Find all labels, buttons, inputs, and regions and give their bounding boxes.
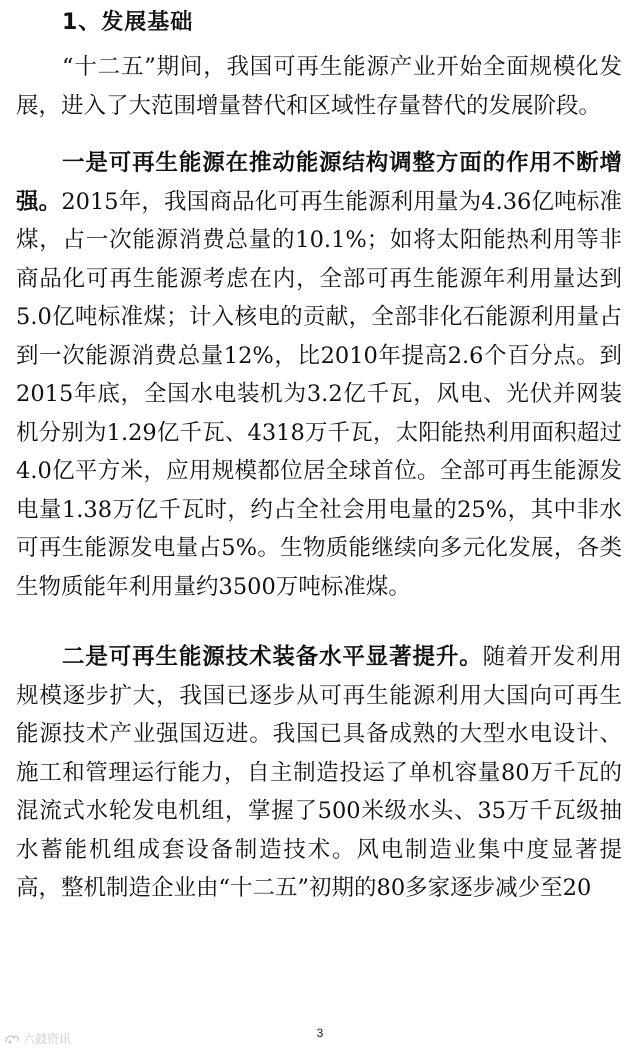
paragraph-text: 2015年，我国商品化可再生能源利用量为4.36亿吨标准煤，占一次能源消费总量的10.1%；如将太阳能热利用等非商品化可再生能源考虑在内，全部可再生能源年利用量达到5.0亿吨标准煤；计入核电的贡献，全部非化石能源利用量占到一次能源消费总量12%，比2010年提高2.6个百分点。到2015年底，全国水电装机为3.2亿千瓦，风电、光伏并网装机分别为1.29亿千瓦、4318万千瓦，太阳能热利用面积超过4.0亿平方米，应用规模都位居全球首位。全部可再生能源发电量1.38万亿千瓦时，约占全社会用电量的25%，其中非水可再生能源发电量占5%。生物质能继续向多元化发展，各类生物质能年利用量约3500万吨标准煤。 [16, 188, 622, 600]
paragraph-lead: 二是可再生能源技术装备水平显著提升。 [62, 644, 483, 670]
paragraph-overview [16, 48, 622, 125]
paragraph-text: 随着开发利用规模逐步扩大，我国已逐步从可再生能源利用大国向可再生能源技术产业强国迈进。我国已具备成熟的大型水电设计、施工和管理运行能力，自主制造投运了单机容量80万千瓦的混流式水轮发电机组，掌握了500米级水头、35万千瓦级抽水蓄能机组成套设备制造技术。风电制造业集中度显著提高，整机制造企业由“十二五”初期的80多家逐步减少至20 [16, 644, 622, 901]
page-number: 3 [316, 1026, 324, 1040]
paragraph-lead: 一是可再生能源在推动能源结构调整方面的作用不断增强。 [16, 150, 622, 215]
section-heading: 1、发展基础 [62, 10, 194, 35]
watermark-text: 六鼓资讯 [23, 1032, 72, 1046]
paragraph-text: “十二五”期间，我国可再生能源产业开始全面规模化发展，进入了大范围增量替代和区域性存量替代的发展阶段。 [16, 54, 622, 119]
paragraph-technology [16, 638, 622, 908]
paragraph-energy-structure [16, 144, 622, 606]
